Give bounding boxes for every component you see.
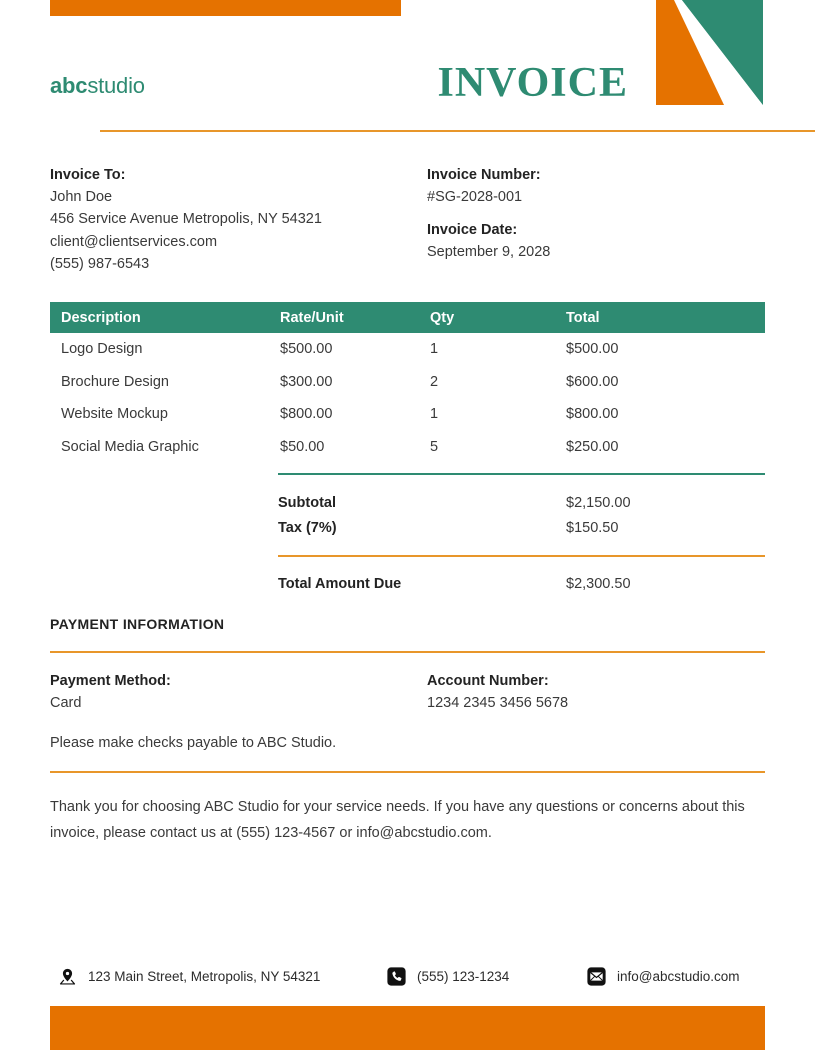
payment-method-block — [50, 670, 420, 714]
table-row — [50, 398, 765, 431]
contact-address-text: 123 Main Street, Metropolis, NY 54321 — [88, 968, 321, 984]
bill-to-label: Invoice To: — [50, 167, 126, 183]
column-header-qty: Qty — [430, 309, 455, 326]
totals-spacer — [278, 541, 765, 555]
table-row — [50, 366, 765, 399]
cell-qty: 1 — [430, 406, 439, 423]
contact-address-item — [58, 963, 320, 989]
checks-payable-note: Please make checks payable to ABC Studio. — [50, 735, 337, 751]
contact-phone-item — [387, 963, 509, 989]
column-header-total: Total — [566, 309, 600, 326]
tax-value: $150.50 — [566, 520, 619, 536]
cell-qty: 5 — [430, 438, 439, 455]
logo-light-text: studio — [87, 73, 145, 98]
account-number-value: 1234 2345 3456 5678 — [427, 695, 569, 711]
payment-method-value: Card — [50, 695, 82, 711]
cell-total: $600.00 — [566, 373, 619, 390]
cell-rate: $800.00 — [280, 406, 333, 423]
contact-email-text: info@abcstudio.com — [617, 968, 740, 984]
invoice-header — [50, 0, 765, 131]
contact-phone-text: (555) 123-1234 — [417, 968, 510, 984]
bill-to-block — [50, 164, 420, 275]
table-row — [50, 333, 765, 366]
cell-qty: 2 — [430, 373, 439, 390]
invoice-number-value: #SG-2028-001 — [427, 189, 523, 205]
grand-total-row — [278, 557, 765, 597]
table-row — [50, 431, 765, 464]
bill-to-name: John Doe — [50, 189, 113, 205]
cell-rate: $50.00 — [280, 438, 325, 455]
cell-qty: 1 — [430, 341, 439, 358]
cell-description: Brochure Design — [61, 373, 169, 390]
totals-subrows — [278, 475, 765, 541]
cell-total: $250.00 — [566, 438, 619, 455]
invoice-identity-block — [427, 164, 765, 264]
company-logo-wordmark — [50, 75, 145, 97]
logo-mark-icon — [656, 0, 763, 105]
location-pin-icon — [58, 967, 77, 986]
totals-section — [278, 473, 765, 597]
contact-strip — [50, 963, 765, 989]
bottom-accent-bar — [50, 1006, 765, 1050]
cell-total: $500.00 — [566, 341, 619, 358]
bill-to-address: 456 Service Avenue Metropolis, NY 54321 — [50, 211, 322, 228]
account-number-block — [427, 670, 765, 714]
header-divider — [100, 130, 815, 132]
grand-total-value: $2,300.50 — [566, 576, 631, 592]
payment-information-section — [50, 615, 765, 720]
cell-description: Website Mockup — [61, 406, 168, 423]
cell-rate: $300.00 — [280, 373, 333, 390]
phone-icon — [387, 967, 406, 986]
cell-description: Logo Design — [61, 341, 143, 358]
subtotal-row — [278, 491, 765, 516]
invoice-date-label: Invoice Date: — [427, 222, 518, 239]
subtotal-value: $2,150.00 — [566, 495, 631, 511]
table-header-row — [50, 302, 765, 333]
payment-method-label: Payment Method: — [50, 673, 171, 689]
envelope-icon — [587, 967, 606, 986]
bill-to-phone: (555) 987-6543 — [50, 255, 150, 272]
bill-to-email: client@clientservices.com — [50, 233, 218, 250]
column-header-description: Description — [61, 309, 141, 326]
contact-email-item — [587, 963, 740, 989]
thank-you-note: Thank you for choosing ABC Studio for your service needs. If you have any questions or concerns about this invoice, please contact us at (555) 123-4567 or info@abcstudio.com. — [50, 799, 745, 841]
invoice-title: INVOICE — [437, 60, 628, 106]
cell-total: $800.00 — [566, 406, 619, 423]
cell-rate: $500.00 — [280, 341, 333, 358]
payment-section-title: PAYMENT INFORMATION — [50, 616, 225, 632]
invoice-date-value: September 9, 2028 — [427, 244, 551, 261]
account-number-label: Account Number: — [427, 673, 549, 689]
column-header-rate: Rate/Unit — [280, 309, 344, 326]
subtotal-label: Subtotal — [278, 495, 336, 511]
payment-divider — [50, 651, 765, 653]
grand-total-label: Total Amount Due — [278, 576, 402, 592]
line-items-table — [50, 302, 765, 463]
logo-bold-text: abc — [50, 73, 88, 98]
footer-divider — [50, 771, 765, 773]
cell-description: Social Media Graphic — [61, 438, 199, 455]
payment-columns — [50, 670, 765, 720]
tax-label: Tax (7%) — [278, 520, 337, 536]
meta-spacer — [427, 208, 765, 219]
tax-row — [278, 516, 765, 541]
invoice-number-label: Invoice Number: — [427, 167, 541, 183]
